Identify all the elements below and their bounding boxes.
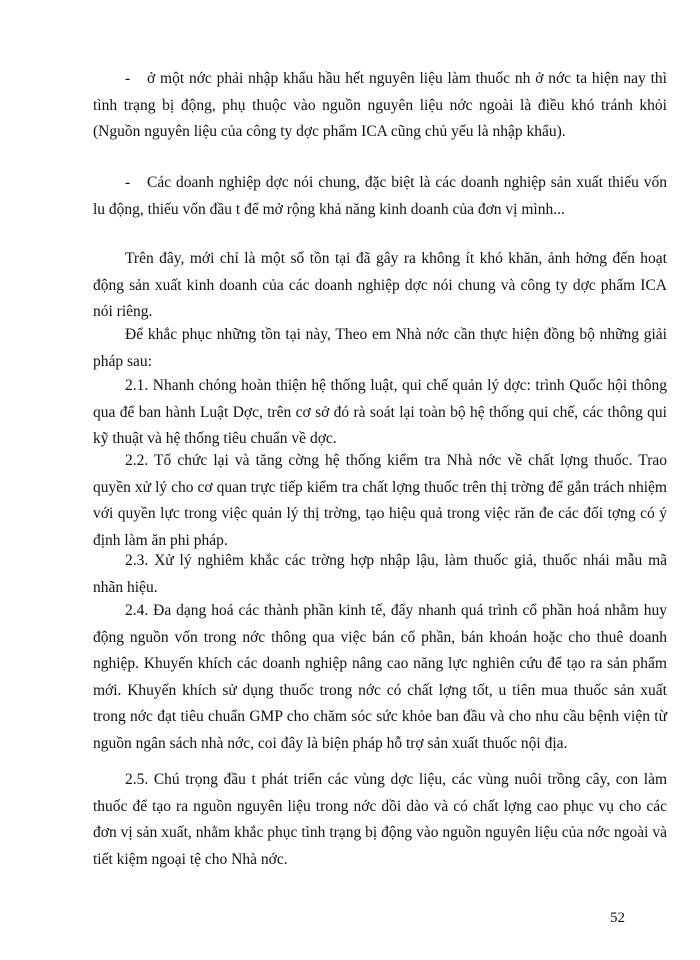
paragraph-solution-2-2: 2.2. Tổ chức lại và tăng cờng hệ thống kiểm tra Nhà nớc về chất lợng thuốc. Trao quyền xử lý cho cơ quan trực tiếp kiểm tra chất lợng thuốc trên thị trờng để gắn trách nhiệm với quyền lực trong việc quản lý thị trờng, tạo hiệu quả trong việc răn đe các đối tợng có ý định làm ăn phi pháp. (93, 452, 667, 549)
paragraph-solutions-intro: Để khắc phục những tồn tại này, Theo em Nhà nớc cần thực hiện đồng bộ những giải pháp sau: (93, 326, 667, 370)
paragraph-solution-2-5: 2.5. Chú trọng đầu t phát triển các vùng dợc liệu, các vùng nuôi trồng cây, con làm thuốc để tạo ra nguồn nguyên liệu trong nớc dồi dào và có chất lợng cao phục vụ cho các đơn vị sản xuất, nhằm khắc phục tình trạng bị động vào nguồn nguyên liệu của nớc ngoài và tiết kiệm ngoại tệ cho Nhà nớc. (93, 771, 667, 868)
page-number: 52 (610, 910, 625, 926)
paragraph-solution-2-3: 2.3. Xử lý nghiêm khắc các trờng hợp nhập lậu, làm thuốc giả, thuốc nhái mẫu mã nhãn hiệu. (93, 552, 667, 596)
paragraph-solution-2-1: 2.1. Nhanh chóng hoàn thiện hệ thống luật, qui chế quản lý dợc: trình Quốc hội thông qua để ban hành Luật Dợc, trên cơ sở đó rà soát lại toàn bộ hệ thống qui chế, các thông qui kỹ thuật và hệ thống tiêu chuẩn về dợc. (93, 377, 667, 447)
paragraph-summary: Trên đây, mới chỉ là một số tồn tại đã gây ra không ít khó khăn, ảnh hởng đến hoạt động sản xuất kinh doanh của các doanh nghiệp dợc nói chung và công ty dợc phẩm ICA nói riêng. (93, 250, 667, 320)
paragraph-solution-2-4: 2.4. Đa dạng hoá các thành phần kinh tế, đẩy nhanh quá trình cổ phần hoá nhằm huy động nguồn vốn trong nớc thông qua việc bán cổ phần, bán khoán hoặc cho thuê doanh nghiệp. Khuyến khích các doanh nghiệp nâng cao năng lực nghiên cứu để tạo ra sản phẩm mới. Khuyến khích sử dụng thuốc trong nớc có chất lợng tốt, u tiên mua thuốc sản xuất trong nớc đạt tiêu chuẩn GMP cho chăm sóc sức khỏe ban đầu và cho nhu cầu bệnh viện từ nguồn ngân sách nhà nớc, coi đây là biện pháp hỗ trợ sản xuất thuốc nội địa. (93, 602, 667, 752)
bullet-mark: - (125, 174, 131, 191)
paragraph-bullet-capital (93, 170, 667, 223)
paragraph-text: Các doanh nghiệp dợc nói chung, đặc biệt là các doanh nghiệp sản xuất thiếu vốn lu động, thiếu vốn đầu t để mở rộng khả năng kinh doanh của đơn vị mình... (93, 174, 667, 218)
bullet-mark: - (125, 70, 131, 87)
paragraph-text: ở một nớc phải nhập khẩu hầu hết nguyên liệu làm thuốc nh ở nớc ta hiện nay thì tình trạng bị động, phụ thuộc vào nguồn nguyên liệu nớc ngoài là điều khó tránh khỏi (Nguồn nguyên liệu của công ty dợc phẩm ICA cũng chủ yếu là nhập khẩu). (93, 70, 667, 140)
paragraph-bullet-raw-materials (93, 66, 667, 146)
